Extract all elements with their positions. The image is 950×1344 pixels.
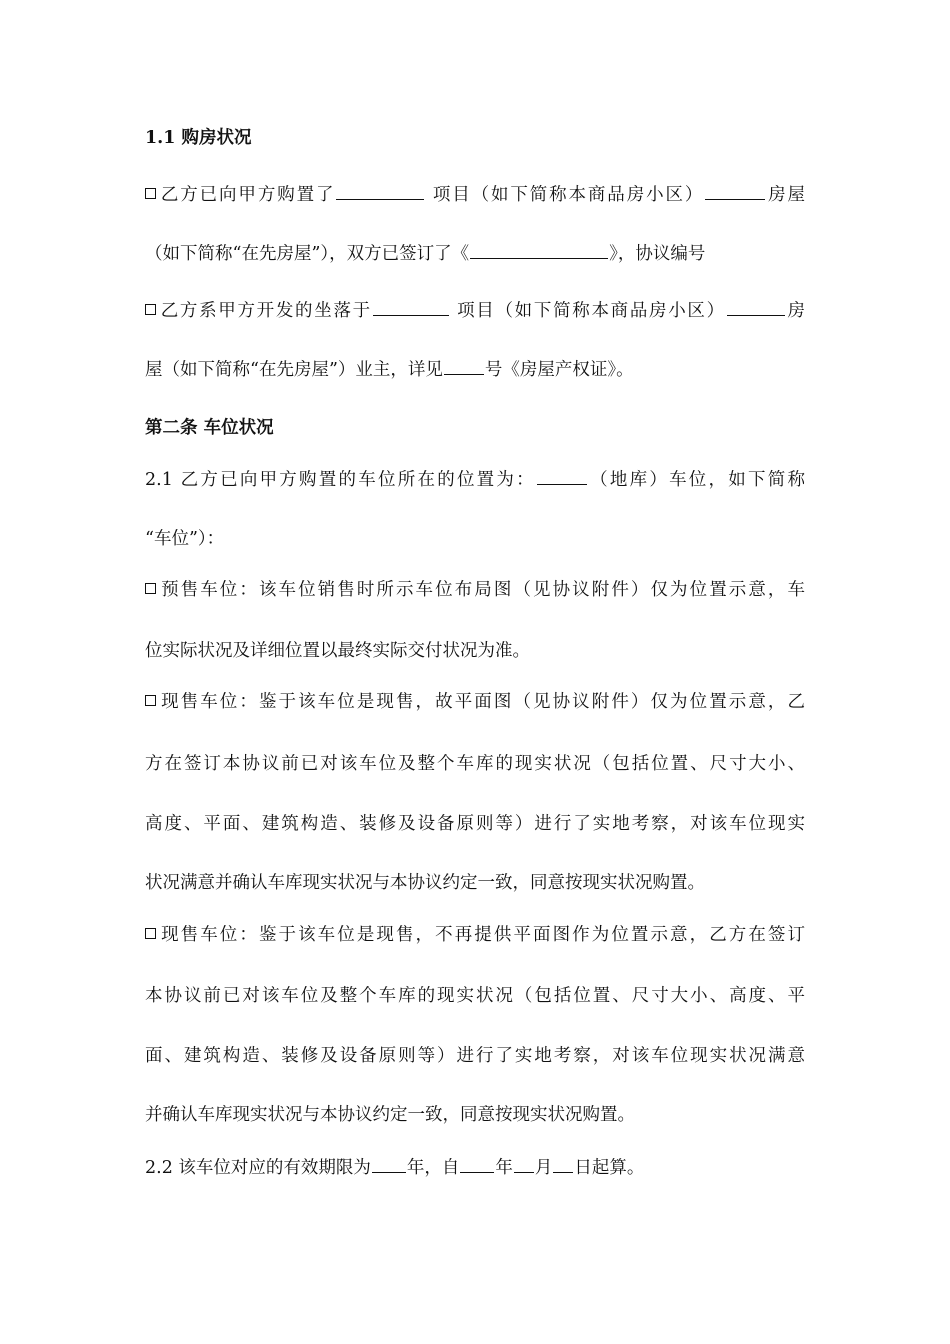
presale-clause-line-2: 位实际状况及详细位置以最终实际交付状况为准。 — [145, 641, 530, 661]
purchase-clause-line-1 — [145, 181, 805, 207]
text: 》，协议编号 — [609, 244, 706, 264]
text: 房屋 — [766, 185, 806, 205]
spot-sale-a-line-1 — [145, 690, 805, 714]
project-name-blank[interactable] — [336, 181, 424, 200]
text: 2.2 该车位对应的有效期限为 — [145, 1158, 371, 1178]
spot-sale-a-line-3: 高度、平面、建筑构造、装修及设备原则等）进行了实地考察，对该车位现实 — [145, 814, 805, 834]
checkbox-spot-sale-a[interactable] — [145, 695, 156, 706]
spot-sale-b-line-2: 本协议前已对该车位及整个车库的现实状况（包括位置、尺寸大小、高度、平 — [145, 986, 805, 1006]
spot-sale-a-line-4: 状况满意并确认车库现实状况与本协议约定一致，同意按现实状况购置。 — [145, 873, 705, 893]
checkbox-owner[interactable] — [145, 304, 156, 315]
location-blank[interactable] — [373, 297, 449, 316]
text: 房 — [785, 301, 806, 321]
text: 项目（如下简称本商品房小区） — [449, 301, 726, 321]
purchase-clause-line-2 — [145, 240, 805, 266]
section-heading-1-1: 1.1 购房状况 — [145, 128, 252, 148]
text: 项目（如下简称本商品房小区） — [425, 185, 705, 205]
start-month-blank[interactable] — [514, 1154, 534, 1173]
text: 乙方已向甲方购置了 — [159, 185, 336, 205]
validity-years-blank[interactable] — [372, 1154, 406, 1173]
parking-location-blank[interactable] — [537, 466, 587, 485]
contract-name-blank[interactable] — [470, 240, 608, 259]
text: 屋（如下简称“在先房屋”）业主，详见 — [145, 360, 443, 380]
text: 月 — [534, 1158, 553, 1178]
checkbox-purchased-house[interactable] — [145, 188, 156, 199]
text: 现售车位：鉴于该车位是现售，故平面图（见协议附件）仅为位置示意，乙 — [159, 692, 805, 712]
start-year-blank[interactable] — [460, 1154, 494, 1173]
spot-sale-a-line-2: 方在签订本协议前已对该车位及整个车库的现实状况（包括位置、尺寸大小、 — [145, 754, 805, 774]
clause-2-1-line-1 — [145, 466, 805, 492]
text: 乙方系甲方开发的坐落于 — [159, 301, 372, 321]
checkbox-spot-sale-b[interactable] — [145, 928, 156, 939]
text: （地库）车位，如下简称 — [587, 470, 805, 490]
clause-2-1-line-2: “车位”）： — [145, 529, 225, 549]
text: 年 — [495, 1158, 513, 1178]
house-number-blank-2[interactable] — [727, 297, 785, 316]
text: 预售车位：该车位销售时所示车位布局图（见协议附件）仅为位置示意，车 — [159, 580, 805, 600]
text: （如下简称“在先房屋”），双方已签订了《 — [145, 244, 470, 264]
spot-sale-b-line-3: 面、建筑构造、装修及设备原则等）进行了实地考察，对该车位现实状况满意 — [145, 1046, 805, 1066]
start-day-blank[interactable] — [553, 1154, 573, 1173]
certificate-number-blank[interactable] — [444, 356, 484, 375]
article-2-heading: 第二条 车位状况 — [145, 418, 274, 438]
text: 日起算。 — [574, 1158, 645, 1178]
text: 号《房屋产权证》。 — [484, 360, 634, 380]
text: 年，自 — [406, 1158, 460, 1178]
owner-clause-line-1 — [145, 297, 805, 323]
owner-clause-line-2 — [145, 356, 805, 382]
clause-2-2 — [145, 1154, 805, 1180]
house-number-blank[interactable] — [705, 181, 765, 200]
spot-sale-b-line-4: 并确认车库现实状况与本协议约定一致，同意按现实状况购置。 — [145, 1105, 635, 1125]
text: 2.1 乙方已向甲方购置的车位所在的位置为： — [145, 470, 536, 490]
checkbox-presale[interactable] — [145, 583, 156, 594]
spot-sale-b-line-1 — [145, 923, 805, 947]
presale-clause-line-1 — [145, 578, 805, 602]
text: 现售车位：鉴于该车位是现售，不再提供平面图作为位置示意，乙方在签订 — [159, 925, 805, 945]
